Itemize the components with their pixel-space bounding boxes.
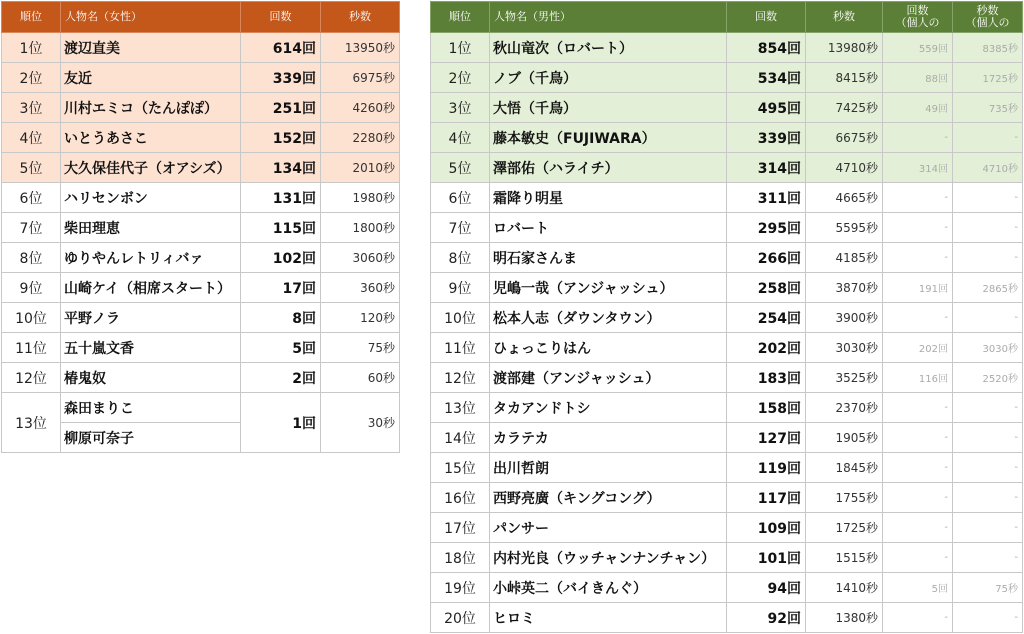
name-cell: ゆりやんレトリィバァ [61,243,241,273]
table-row [431,183,1023,213]
individual-count-cell: - [883,303,953,333]
individual-count-cell: 314回 [883,153,953,183]
table-row [431,123,1023,153]
name-cell: 霜降り明星 [490,183,727,213]
male-ranking-table [430,1,1023,633]
name-cell: ひょっこりはん [490,333,727,363]
name-cell: 小峠英二（バイきんぐ） [490,573,727,603]
table-row [2,123,400,153]
table-row [2,183,400,213]
rank-cell: 11位 [431,333,490,363]
name-cell: 澤部佑（ハライチ） [490,153,727,183]
seconds-cell: 6675秒 [806,123,883,153]
count-cell: 339回 [727,123,806,153]
name-cell: 大悟（千鳥） [490,93,727,123]
name-cell: 藤本敏史（FUJIWARA） [490,123,727,153]
rank-cell: 2位 [2,63,61,93]
count-cell: 152回 [241,123,321,153]
name-cell: 柴田理恵 [61,213,241,243]
rank-cell: 9位 [2,273,61,303]
seconds-cell: 2370秒 [806,393,883,423]
seconds-cell: 1905秒 [806,423,883,453]
name-cell: ノブ（千鳥） [490,63,727,93]
count-cell: 17回 [241,273,321,303]
seconds-cell: 60秒 [321,363,400,393]
seconds-cell: 3870秒 [806,273,883,303]
male-header-row [431,2,1023,33]
table-row [431,483,1023,513]
count-cell: 311回 [727,183,806,213]
name-cell: 内村光良（ウッチャンナンチャン） [490,543,727,573]
name-cell: ハリセンボン [61,183,241,213]
seconds-cell: 13950秒 [321,33,400,63]
rank-cell: 12位 [431,363,490,393]
table-row [431,273,1023,303]
count-cell: 202回 [727,333,806,363]
rank-cell: 3位 [431,93,490,123]
name-cell: 大久保佳代子（オアシズ） [61,153,241,183]
count-cell: 109回 [727,513,806,543]
name-cell: 児嶋一哉（アンジャッシュ） [490,273,727,303]
rank-cell: 16位 [431,483,490,513]
seconds-cell: 5595秒 [806,213,883,243]
individual-seconds-cell: - [953,393,1023,423]
individual-seconds-cell: - [953,513,1023,543]
individual-seconds-cell: - [953,243,1023,273]
seconds-cell: 3060秒 [321,243,400,273]
table-row [2,63,400,93]
count-cell: 127回 [727,423,806,453]
table-row [431,573,1023,603]
table-row [431,333,1023,363]
rank-cell: 6位 [2,183,61,213]
individual-count-cell: 559回 [883,33,953,63]
individual-count-cell: - [883,603,953,633]
count-cell: 295回 [727,213,806,243]
seconds-cell: 1755秒 [806,483,883,513]
rank-cell: 19位 [431,573,490,603]
name-cell: 友近 [61,63,241,93]
individual-count-cell: - [883,453,953,483]
count-cell: 92回 [727,603,806,633]
header-rank: 順位 [431,2,490,33]
name-cell: ヒロミ [490,603,727,633]
name-cell: 松本人志（ダウンタウン） [490,303,727,333]
individual-count-cell: - [883,423,953,453]
table-row [431,243,1023,273]
individual-seconds-cell: - [953,183,1023,213]
count-cell: 1回 [241,393,321,453]
rank-cell: 6位 [431,183,490,213]
individual-seconds-cell: 8385秒 [953,33,1023,63]
table-row [431,393,1023,423]
individual-seconds-cell: 2865秒 [953,273,1023,303]
individual-seconds-cell: 2520秒 [953,363,1023,393]
table-row [2,213,400,243]
seconds-cell: 3030秒 [806,333,883,363]
name-cell: 椿鬼奴 [61,363,241,393]
name-cell: 出川哲朗 [490,453,727,483]
seconds-cell: 6975秒 [321,63,400,93]
seconds-cell: 75秒 [321,333,400,363]
name-cell: 柳原可奈子 [61,423,241,453]
individual-count-cell: 202回 [883,333,953,363]
rank-cell: 5位 [431,153,490,183]
table-row [431,33,1023,63]
rank-cell: 2位 [431,63,490,93]
individual-count-cell: - [883,123,953,153]
rank-cell: 13位 [2,393,61,453]
individual-count-cell: 116回 [883,363,953,393]
seconds-cell: 3900秒 [806,303,883,333]
count-cell: 115回 [241,213,321,243]
seconds-cell: 7425秒 [806,93,883,123]
name-cell: 秋山竜次（ロバート） [490,33,727,63]
count-cell: 5回 [241,333,321,363]
header-rank: 順位 [2,2,61,33]
individual-seconds-cell: - [953,453,1023,483]
seconds-cell: 1800秒 [321,213,400,243]
seconds-cell: 4260秒 [321,93,400,123]
rank-cell: 8位 [431,243,490,273]
seconds-cell: 1515秒 [806,543,883,573]
individual-count-cell: - [883,183,953,213]
rank-cell: 18位 [431,543,490,573]
count-cell: 854回 [727,33,806,63]
rank-cell: 7位 [431,213,490,243]
individual-count-cell: 191回 [883,273,953,303]
count-cell: 534回 [727,63,806,93]
table-row [431,303,1023,333]
individual-seconds-cell: - [953,423,1023,453]
name-cell: 渡辺直美 [61,33,241,63]
rank-cell: 17位 [431,513,490,543]
seconds-cell: 2280秒 [321,123,400,153]
count-cell: 134回 [241,153,321,183]
table-row [431,363,1023,393]
rank-cell: 10位 [431,303,490,333]
individual-seconds-cell: 75秒 [953,573,1023,603]
header-individual-seconds: 秒数 （個人の [953,2,1023,33]
name-cell: 川村エミコ（たんぽぽ） [61,93,241,123]
table-row [2,363,400,393]
rank-cell: 3位 [2,93,61,123]
name-cell: 山崎ケイ（相席スタート） [61,273,241,303]
seconds-cell: 2010秒 [321,153,400,183]
table-row [2,333,400,363]
individual-seconds-cell: - [953,603,1023,633]
table-row [2,303,400,333]
name-cell: 五十嵐文香 [61,333,241,363]
count-cell: 314回 [727,153,806,183]
individual-seconds-cell: - [953,123,1023,153]
rank-cell: 8位 [2,243,61,273]
seconds-cell: 1980秒 [321,183,400,213]
table-row [2,93,400,123]
rank-cell: 15位 [431,453,490,483]
individual-count-cell: 88回 [883,63,953,93]
rank-cell: 1位 [431,33,490,63]
seconds-cell: 4710秒 [806,153,883,183]
seconds-cell: 1845秒 [806,453,883,483]
seconds-cell: 4665秒 [806,183,883,213]
individual-seconds-cell: - [953,543,1023,573]
count-cell: 101回 [727,543,806,573]
count-cell: 94回 [727,573,806,603]
rank-cell: 13位 [431,393,490,423]
header-count: 回数 [727,2,806,33]
female-header-row [2,2,400,33]
individual-count-cell: 5回 [883,573,953,603]
rank-cell: 20位 [431,603,490,633]
individual-seconds-cell: 3030秒 [953,333,1023,363]
table-row [2,153,400,183]
individual-seconds-cell: - [953,303,1023,333]
name-cell: パンサー [490,513,727,543]
individual-count-cell: - [883,483,953,513]
rank-cell: 10位 [2,303,61,333]
individual-seconds-cell: 1725秒 [953,63,1023,93]
table-row [2,273,400,303]
rank-cell: 5位 [2,153,61,183]
name-cell: タカアンドトシ [490,393,727,423]
seconds-cell: 120秒 [321,303,400,333]
count-cell: 117回 [727,483,806,513]
table-row [431,603,1023,633]
count-cell: 2回 [241,363,321,393]
count-cell: 251回 [241,93,321,123]
count-cell: 254回 [727,303,806,333]
count-cell: 495回 [727,93,806,123]
seconds-cell: 4185秒 [806,243,883,273]
count-cell: 339回 [241,63,321,93]
seconds-cell: 360秒 [321,273,400,303]
table-row [431,543,1023,573]
name-cell: いとうあさこ [61,123,241,153]
rank-cell: 1位 [2,33,61,63]
individual-seconds-cell: 735秒 [953,93,1023,123]
individual-count-cell: - [883,243,953,273]
table-row [2,393,400,423]
rank-cell: 14位 [431,423,490,453]
name-cell: 明石家さんま [490,243,727,273]
rank-cell: 4位 [431,123,490,153]
table-row [431,423,1023,453]
name-cell: ロバート [490,213,727,243]
table-row [431,153,1023,183]
individual-count-cell: - [883,213,953,243]
count-cell: 266回 [727,243,806,273]
header-seconds: 秒数 [321,2,400,33]
count-cell: 119回 [727,453,806,483]
name-cell: 平野ノラ [61,303,241,333]
seconds-cell: 30秒 [321,393,400,453]
table-row [431,63,1023,93]
seconds-cell: 8415秒 [806,63,883,93]
count-cell: 258回 [727,273,806,303]
individual-count-cell: 49回 [883,93,953,123]
table-row [2,33,400,63]
seconds-cell: 13980秒 [806,33,883,63]
seconds-cell: 3525秒 [806,363,883,393]
rank-cell: 12位 [2,363,61,393]
individual-seconds-cell: - [953,213,1023,243]
header-name: 人物名（女性） [61,2,241,33]
name-cell: 渡部建（アンジャッシュ） [490,363,727,393]
name-cell: 西野亮廣（キングコング） [490,483,727,513]
female-ranking-table [1,1,400,453]
rank-cell: 7位 [2,213,61,243]
count-cell: 614回 [241,33,321,63]
header-count: 回数 [241,2,321,33]
header-name: 人物名（男性） [490,2,727,33]
individual-seconds-cell: - [953,483,1023,513]
header-individual-count: 回数 （個人の [883,2,953,33]
rank-cell: 9位 [431,273,490,303]
table-row [431,453,1023,483]
table-row [2,243,400,273]
header-seconds: 秒数 [806,2,883,33]
name-cell: 森田まりこ [61,393,241,423]
rank-cell: 11位 [2,333,61,363]
individual-count-cell: - [883,543,953,573]
seconds-cell: 1725秒 [806,513,883,543]
count-cell: 8回 [241,303,321,333]
table-row [431,213,1023,243]
count-cell: 131回 [241,183,321,213]
count-cell: 183回 [727,363,806,393]
rank-cell: 4位 [2,123,61,153]
seconds-cell: 1380秒 [806,603,883,633]
count-cell: 158回 [727,393,806,423]
count-cell: 102回 [241,243,321,273]
name-cell: カラテカ [490,423,727,453]
table-row [431,513,1023,543]
individual-count-cell: - [883,513,953,543]
individual-count-cell: - [883,393,953,423]
seconds-cell: 1410秒 [806,573,883,603]
individual-seconds-cell: 4710秒 [953,153,1023,183]
table-row [431,93,1023,123]
